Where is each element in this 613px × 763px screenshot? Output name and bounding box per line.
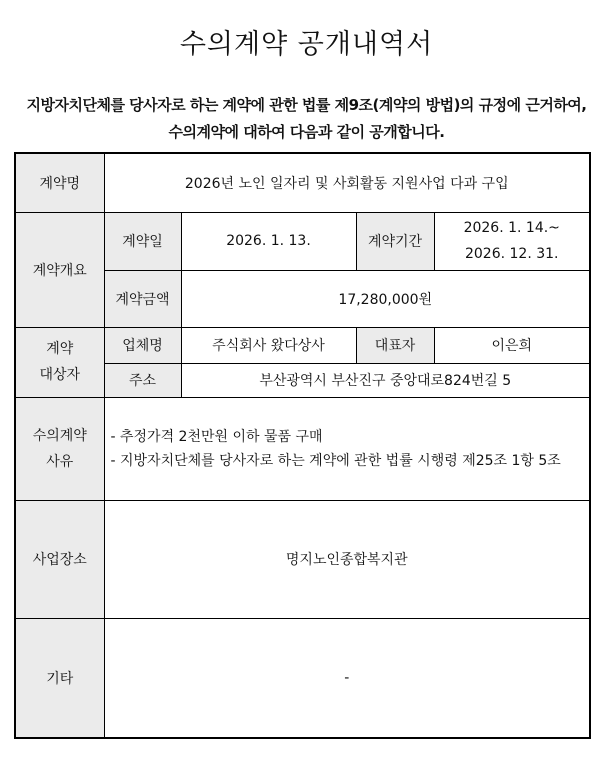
overview-label: 계약개요 — [15, 212, 104, 327]
contract-period-end: 2026. 12. 31. — [464, 246, 559, 262]
contract-date-value: 2026. 1. 13. — [181, 212, 356, 270]
site-value: 명지노인종합복지관 — [104, 500, 590, 618]
row-site — [15, 500, 590, 618]
reason-item: - 지방자치단체를 당사자로 하는 계약에 관한 법률 시행령 제25조 1항 5조 — [110, 452, 561, 469]
contract-name-value: 2026년 노인 일자리 및 사회활동 지원사업 다과 구입 — [104, 153, 590, 212]
reason-label-line2: 사유 — [46, 453, 74, 470]
contract-name-label: 계약명 — [15, 153, 104, 212]
ceo-label: 대표자 — [356, 327, 434, 363]
contract-period-start: 2026. 1. 14.~ — [463, 220, 560, 236]
party-label-line2: 대상자 — [39, 367, 81, 383]
reason-label-line1: 수의계약 — [32, 427, 87, 444]
site-label: 사업장소 — [15, 500, 104, 618]
contract-amount-value: 17,280,000원 — [181, 270, 590, 327]
row-company — [15, 327, 590, 363]
row-contract-date — [15, 212, 590, 270]
row-contract-name — [15, 153, 590, 212]
intro-line-2: 수의계약에 대하여 다음과 같이 공개합니다. — [168, 123, 445, 141]
contract-amount-label: 계약금액 — [104, 270, 181, 327]
company-name-value: 주식회사 왔다상사 — [181, 327, 356, 363]
row-etc — [15, 618, 590, 738]
address-label: 주소 — [104, 363, 181, 397]
document-title: 수의계약 공개내역서 — [179, 29, 434, 60]
contract-period-value — [434, 212, 590, 270]
party-label — [15, 327, 104, 397]
intro-line-1: 지방자치단체를 당사자로 하는 계약에 관한 법률 제9조(계약의 방법)의 규정에 근거하여, — [26, 96, 587, 114]
etc-label: 기타 — [15, 618, 104, 738]
row-reason — [15, 397, 590, 500]
etc-value: - — [104, 618, 590, 738]
ceo-value: 이은희 — [434, 327, 590, 363]
contract-period-label: 계약기간 — [356, 212, 434, 270]
contract-date-label: 계약일 — [104, 212, 181, 270]
company-name-label: 업체명 — [104, 327, 181, 363]
disclosure-table — [14, 152, 591, 739]
reason-label — [15, 397, 104, 500]
address-value: 부산광역시 부산진구 중앙대로824번길 5 — [181, 363, 590, 397]
party-label-line1: 계약 — [46, 341, 74, 357]
reason-list — [104, 397, 590, 500]
reason-item: - 추정가격 2천만원 이하 물품 구매 — [110, 428, 323, 445]
